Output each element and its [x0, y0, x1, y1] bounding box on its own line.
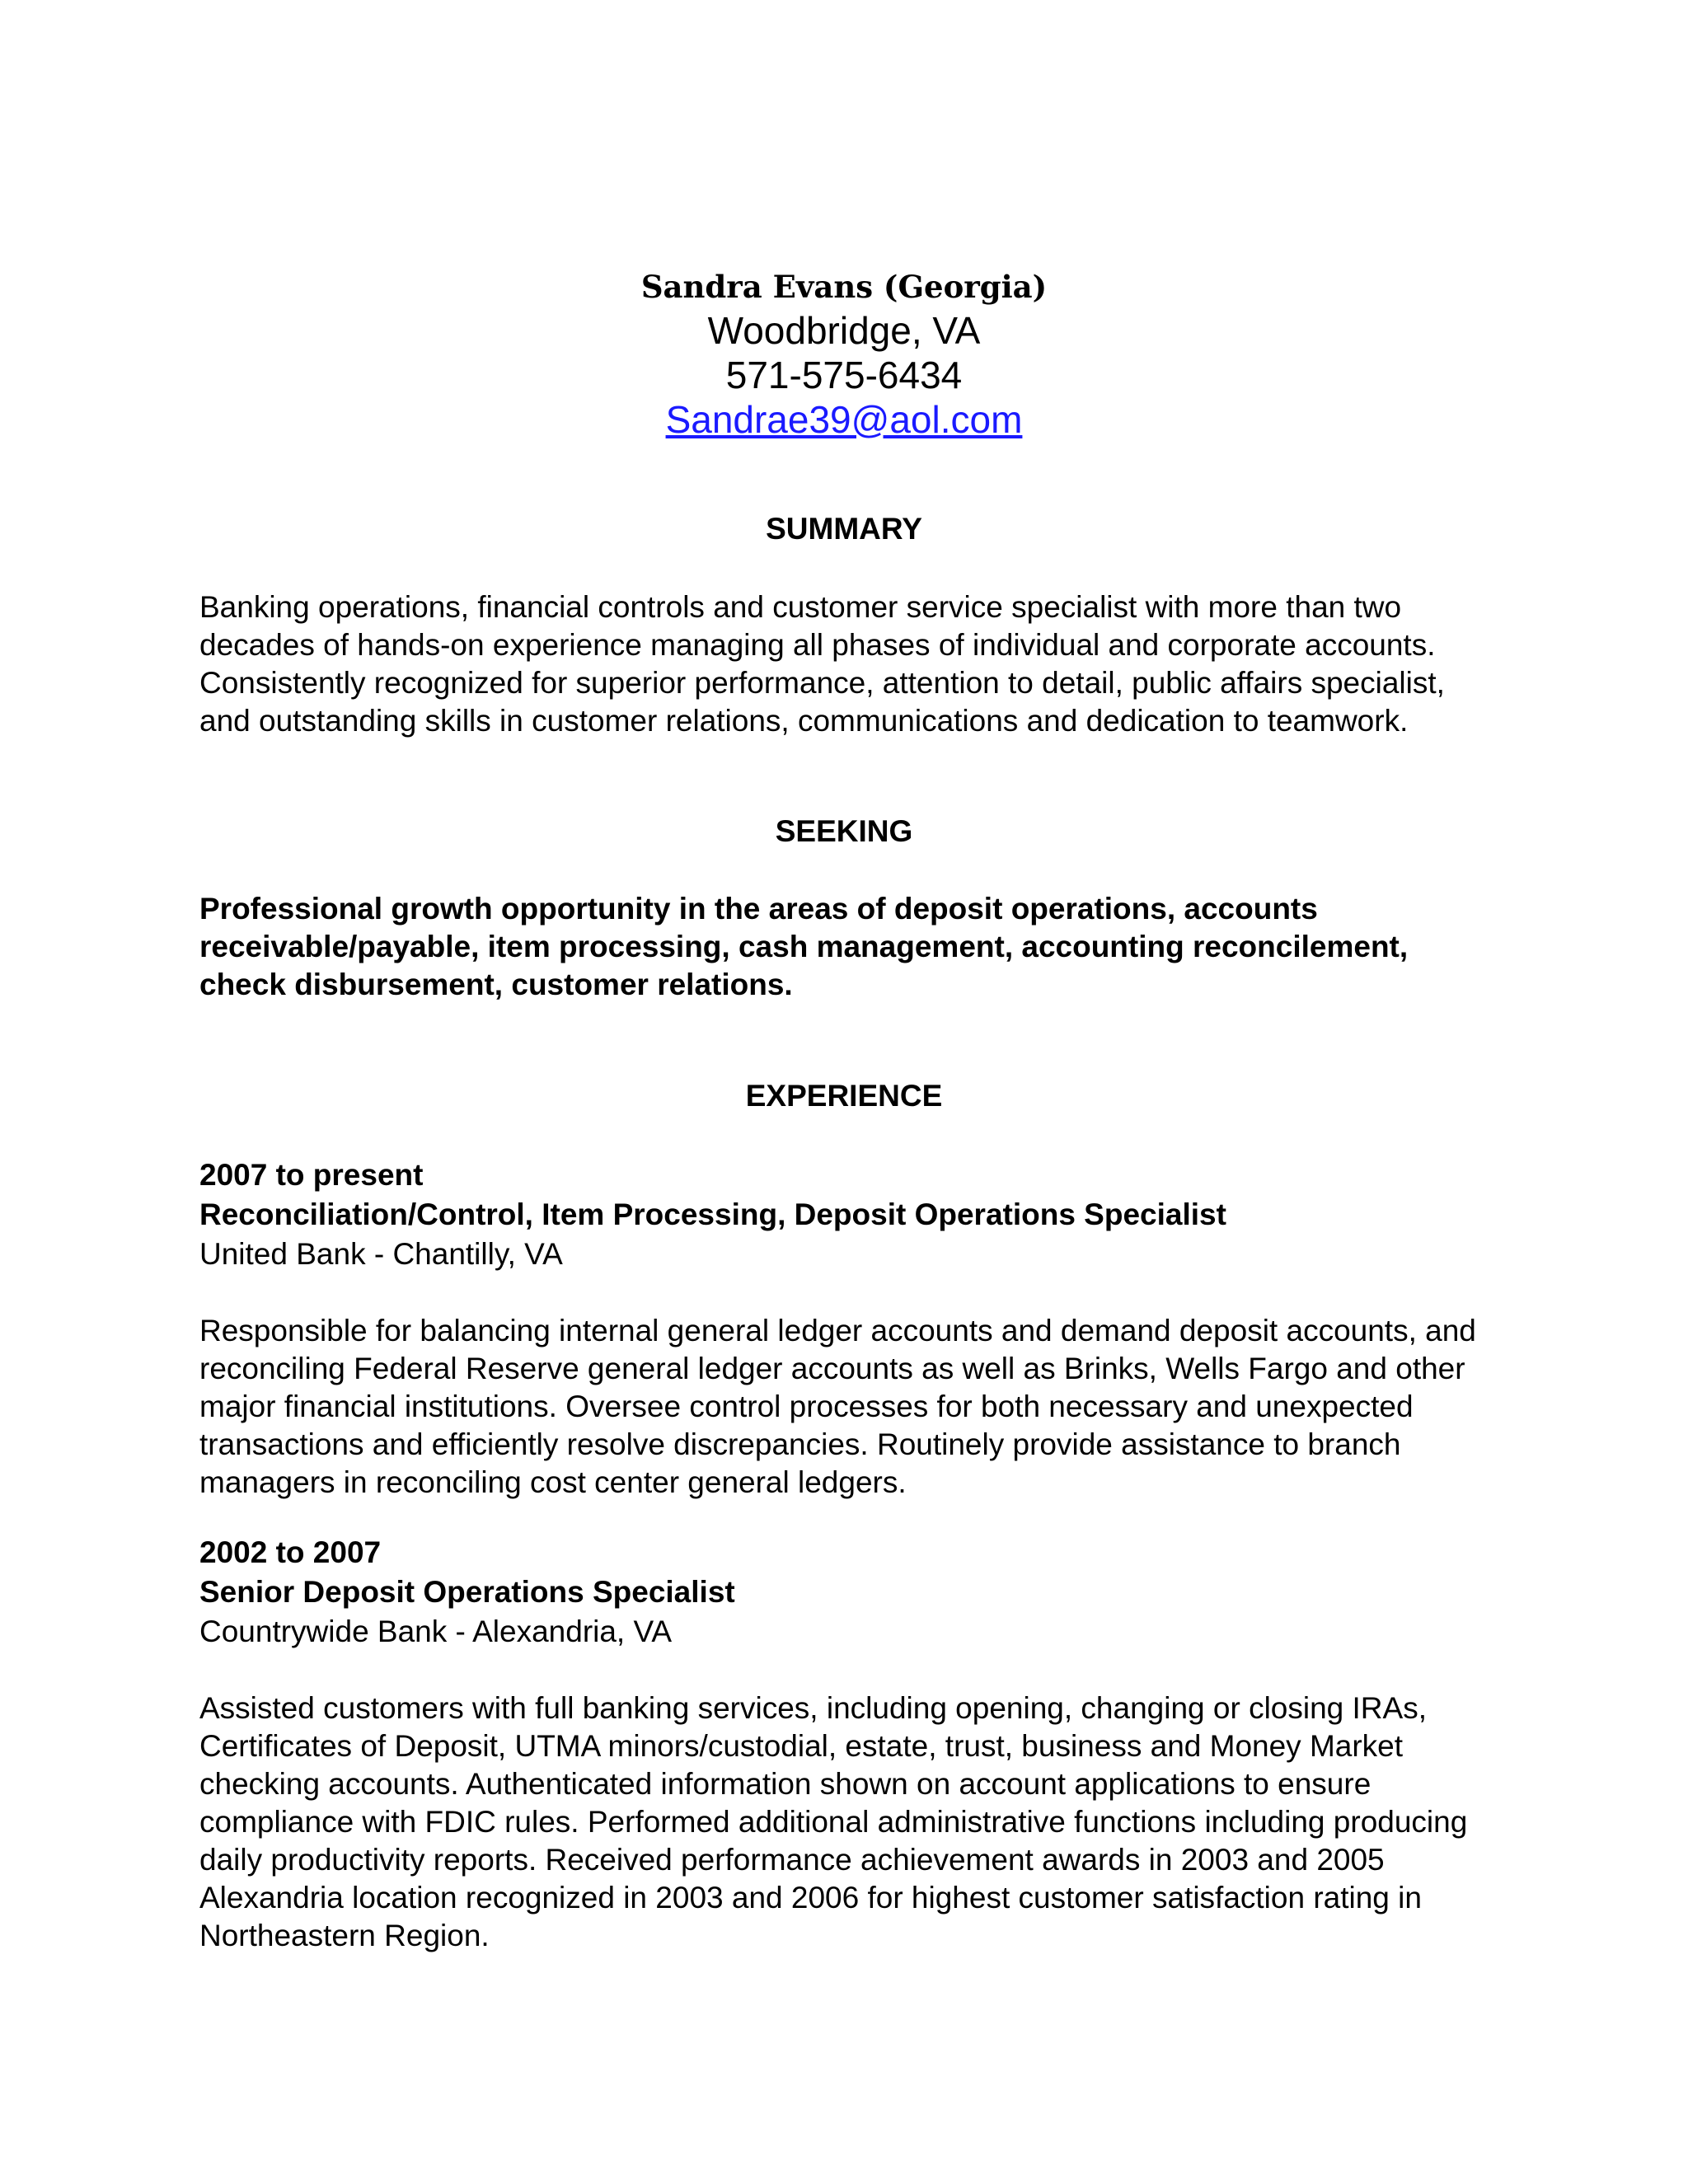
- summary-heading: SUMMARY: [766, 512, 922, 546]
- job-description: Assisted customers with full banking services, including opening, changing or closing IRAs, Certificates of Deposit, UTMA minors/custodial, estate, trust, business and Money Market checking accounts. Authenticated information shown on account applications to ensure compliance with FDIC rules. Performed additional administrative functions including producing daily productivity reports. Received performance achievement awards in 2003 and 2005 Alexandria location recognized in 2003 and 2006 for highest customer satisfaction rating in Northeastern Region.: [199, 1691, 1468, 1952]
- contact-header: [0, 265, 1688, 442]
- seeking-text: Professional growth opportunity in the areas of deposit operations, accounts receivable/payable, item processing, cash management, accounting reconcilement, check disbursement, customer relations.: [199, 892, 1409, 1001]
- candidate-email-link[interactable]: Sandrae39@aol.com: [665, 398, 1023, 441]
- candidate-name: Sandra Evans (Georgia): [640, 269, 1048, 305]
- experience-heading: EXPERIENCE: [745, 1079, 943, 1113]
- candidate-phone: 571-575-6434: [725, 354, 963, 396]
- seeking-heading: SEEKING: [775, 814, 913, 848]
- job-description: Responsible for balancing internal general ledger accounts and demand deposit accounts, and reconciling Federal Reserve general ledger accounts as well as Brinks, Wells Fargo and other major financial institutions. Oversee control processes for both necessary and unexpected transactions and efficiently resolve discrepancies. Routinely provide assistance to branch managers in reconciling cost center general ledgers.: [199, 1314, 1476, 1499]
- summary-text: Banking operations, financial controls and customer service specialist with more than two decades of hands-on experience managing all phases of individual and corporate accounts. Consistently recognized for superior performance, attention to detail, public affairs specialist, and outstanding skills in customer relations, communications and dedication to teamwork.: [199, 590, 1445, 738]
- job-employer: Countrywide Bank - Alexandria, VA: [199, 1615, 673, 1648]
- job-entry: [199, 1155, 1502, 1274]
- job-title: Senior Deposit Operations Specialist: [199, 1575, 735, 1609]
- job-entry: [199, 1533, 1502, 1652]
- job-dates: 2007 to present: [199, 1158, 424, 1192]
- candidate-location: Woodbridge, VA: [707, 309, 981, 352]
- job-title: Reconciliation/Control, Item Processing, Deposit Operations Specialist: [199, 1197, 1226, 1231]
- job-employer: United Bank - Chantilly, VA: [199, 1237, 563, 1271]
- job-dates: 2002 to 2007: [199, 1535, 382, 1569]
